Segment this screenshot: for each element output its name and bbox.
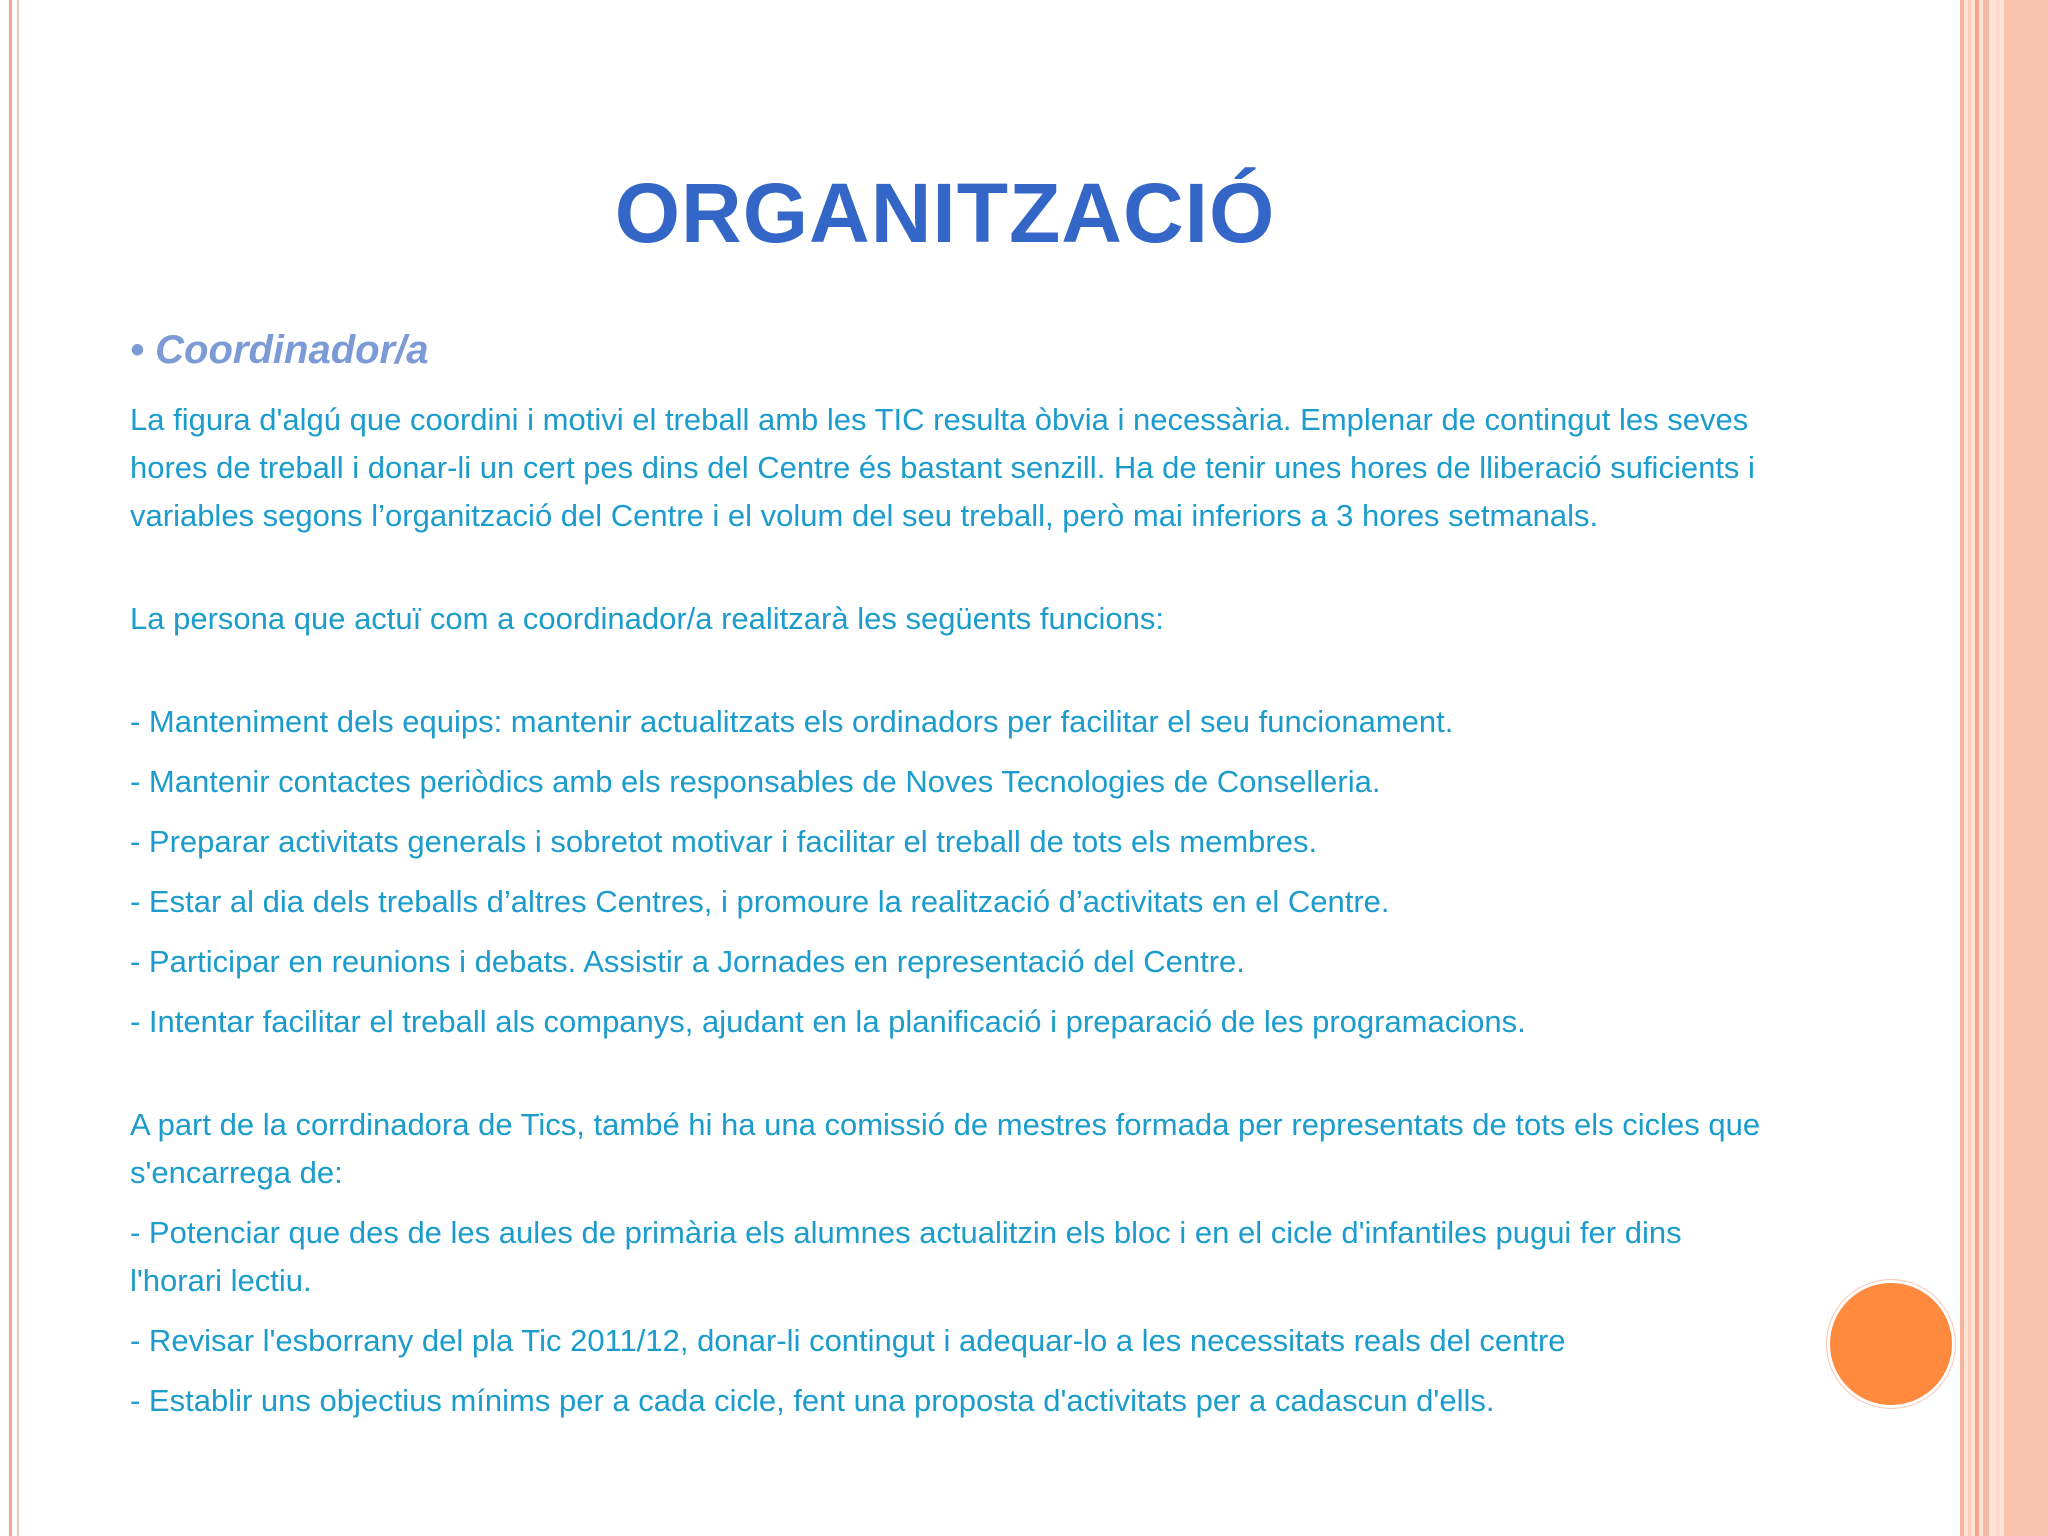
right-stripe bbox=[1996, 0, 2000, 1536]
function-item: - Manteniment dels equips: mantenir actualitzats els ordinadors per facilitar el seu funcionament. bbox=[130, 704, 1454, 739]
functions-list bbox=[130, 698, 1780, 1046]
commission-item: - Revisar l'esborrany del pla Tic 2011/12, donar-li contingut i adequar-lo a les necessitats reals del centre bbox=[130, 1323, 1566, 1358]
function-item: - Mantenir contactes periòdics amb els responsables de Noves Tecnologies de Conselleria. bbox=[130, 764, 1381, 799]
left-border-line-inner bbox=[17, 0, 19, 1536]
right-stripe bbox=[1960, 0, 1964, 1536]
section-heading bbox=[130, 328, 428, 373]
commission-item: - Potenciar que des de les aules de primària els alumnes actualitzin els bloc i en el cicle d'infantiles pugui fer dins l'horari lectiu. bbox=[130, 1215, 1682, 1298]
slide-body bbox=[130, 396, 1780, 1425]
decorative-orange-circle bbox=[1827, 1280, 1955, 1408]
commission-item: - Establir uns objectius mínims per a cada cicle, fent una proposta d'activitats per a cadascun d'ells. bbox=[130, 1383, 1495, 1418]
slide-title: ORGANITZACIÓ bbox=[614, 166, 1276, 260]
commission-intro: A part de la corrdinadora de Tics, també hi ha una comissió de mestres formada per representats de tots els cicles que s'encarrega de: bbox=[130, 1107, 1761, 1190]
functions-intro: La persona que actuï com a coordinador/a realitzarà les següents funcions: bbox=[130, 601, 1164, 636]
left-border-line bbox=[9, 0, 12, 1536]
right-stripe bbox=[1983, 0, 1989, 1536]
commission-list bbox=[130, 1209, 1780, 1425]
right-stripe bbox=[1975, 0, 1979, 1536]
function-item: - Intentar facilitar el treball als companys, ajudant en la planificació i preparació de les programacions. bbox=[130, 1004, 1526, 1039]
section-heading-text: Coordinador/a bbox=[155, 328, 429, 372]
function-item: - Estar al dia dels treballs d’altres Centres, i promoure la realització d’activitats en el Centre. bbox=[130, 884, 1390, 919]
function-item: - Participar en reunions i debats. Assistir a Jornades en representació del Centre. bbox=[130, 944, 1245, 979]
right-stripe bbox=[1968, 0, 1971, 1536]
bullet-icon: • bbox=[130, 328, 145, 372]
right-stripe bbox=[2004, 0, 2048, 1536]
function-item: - Preparar activitats generals i sobretot motivar i facilitar el treball de tots els membres. bbox=[130, 824, 1318, 859]
intro-paragraph: La figura d'algú que coordini i motivi el treball amb les TIC resulta òbvia i necessària. Emplenar de contingut les seves hores de treball i donar-li un cert pes dins del Centre és bastant senzill. Ha de tenir unes hores de lliberació suficients i variables segons l’organització del Centre i el volum del seu treball, però mai inferiors a 3 hores setmanals. bbox=[130, 402, 1755, 533]
